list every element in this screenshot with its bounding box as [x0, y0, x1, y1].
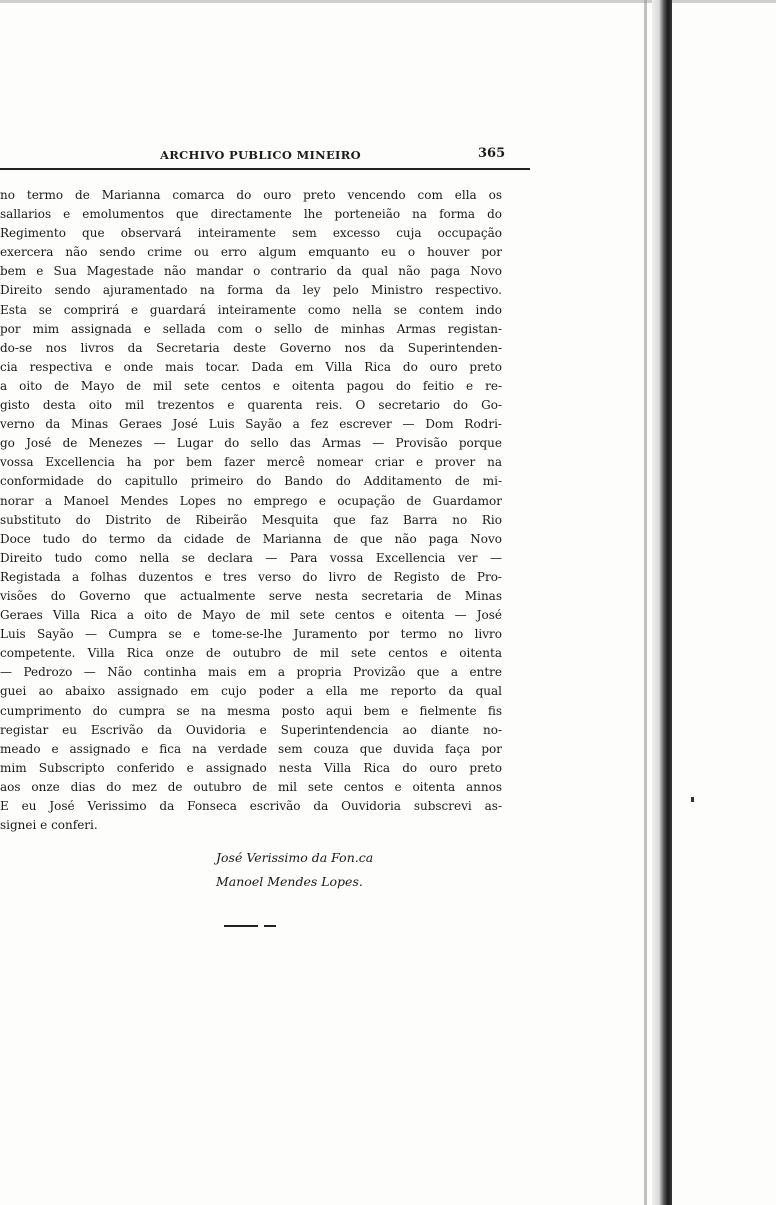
text-line: bem e Sua Magestade não mandar o contrario da qual não paga Novo: [0, 264, 502, 279]
signature-escrivao: José Verissimo da Fon.ca: [216, 850, 374, 865]
body-text: [0, 186, 502, 835]
book-spine: [652, 0, 672, 1205]
text-line: verno da Minas Geraes José Luis Sayão a fez escrever — Dom Rodri-: [0, 417, 502, 432]
text-line: aos onze dias do mez de outubro de mil sete centos e oitenta annos: [0, 779, 502, 794]
text-line: E eu José Verissimo da Fonseca escrivão da Ouvidoria subscrevi as-: [0, 799, 502, 813]
text-line: competente. Villa Rica onze de outubro de mil sete centos e oitenta: [0, 646, 502, 661]
text-line: meado e assignado e fica na verdade sem couza que duvida faça por: [0, 741, 502, 756]
signature-guardamor: Manoel Mendes Lopes.: [216, 874, 363, 889]
closing-rule-dash: [224, 925, 258, 927]
text-line: conformidade do capitullo primeiro do Bando do Additamento de mi-: [0, 474, 502, 489]
text-line: substituto do Distrito de Ribeirão Mesquita que faz Barra no Rio: [0, 512, 502, 527]
text-line: signei e conferi.: [0, 818, 98, 833]
scan-speck: [691, 797, 694, 802]
running-title: ARCHIVO PUBLICO MINEIRO: [160, 148, 361, 162]
text-line: visões do Governo que actualmente serve nesta secretaria de Minas: [0, 588, 502, 603]
text-line: vossa Excellencia ha por bem fazer mercê nomear criar e prover na: [0, 455, 502, 470]
closing-rule: [224, 925, 276, 927]
text-line: go José de Menezes — Lugar do sello das Armas — Provisão porque: [0, 436, 502, 451]
text-line: — Pedrozo — Não continha mais em a propria Provizão que a entre: [0, 665, 502, 680]
text-line: Direito sendo ajuramentado na forma da ley pelo Ministro respectivo.: [0, 283, 502, 298]
text-line: guei ao abaixo assignado em cujo poder a ella me reporto da qual: [0, 684, 502, 699]
text-line: Geraes Villa Rica a oito de Mayo de mil sete centos e oitenta — José: [0, 608, 502, 623]
text-line: Doce tudo do termo da cidade de Marianna de que não paga Novo: [0, 531, 502, 546]
page-edge-shadow: [644, 0, 647, 1205]
text-line: gisto desta oito mil trezentos e quarenta reis. O secretario do Go-: [0, 398, 502, 413]
text-line: do-se nos livros da Secretaria deste Governo nos da Superintenden-: [0, 340, 502, 355]
text-line: cia respectiva e onde mais tocar. Dada em Villa Rica do ouro preto: [0, 359, 502, 374]
text-line: exercera não sendo crime ou erro algum emquanto eu o houver por: [0, 245, 502, 260]
text-line: mim Subscripto conferido e assignado nesta Villa Rica do ouro preto: [0, 760, 502, 775]
signature-block: [216, 846, 373, 894]
text-line: a oito de Mayo de mil sete centos e oitenta pagou do feitio e re-: [0, 378, 502, 393]
page-number: 365: [478, 146, 506, 161]
text-line: sallarios e emolumentos que directamente lhe porteneião na forma do: [0, 207, 502, 222]
text-line: Registada a folhas duzentos e tres verso do livro de Registo de Pro-: [0, 569, 502, 584]
text-line: no termo de Marianna comarca do ouro preto vencendo com ella os: [0, 188, 502, 202]
text-line: Direito tudo como nella se declara — Para vossa Excellencia ver —: [0, 550, 502, 565]
text-line: norar a Manoel Mendes Lopes no emprego e ocupação de Guardamor: [0, 493, 502, 508]
closing-rule-dash: [264, 925, 276, 927]
text-line: registar eu Escrivão da Ouvidoria e Superintendencia ao diante no-: [0, 722, 502, 737]
header-rule: [0, 168, 530, 170]
text-line: cumprimento do cumpra se na mesma posto aqui bem e fielmente fis: [0, 703, 502, 718]
text-line: Luis Sayão — Cumpra se e tome-se-lhe Juramento por termo no livro: [0, 627, 502, 642]
text-line: por mim assignada e sellada com o sello de minhas Armas registan-: [0, 321, 502, 336]
text-line: Regimento que observará inteiramente sem excesso cuja occupação: [0, 226, 502, 241]
text-line: Esta se comprirá e guardará inteiramente como nella se contem indo: [0, 302, 502, 317]
